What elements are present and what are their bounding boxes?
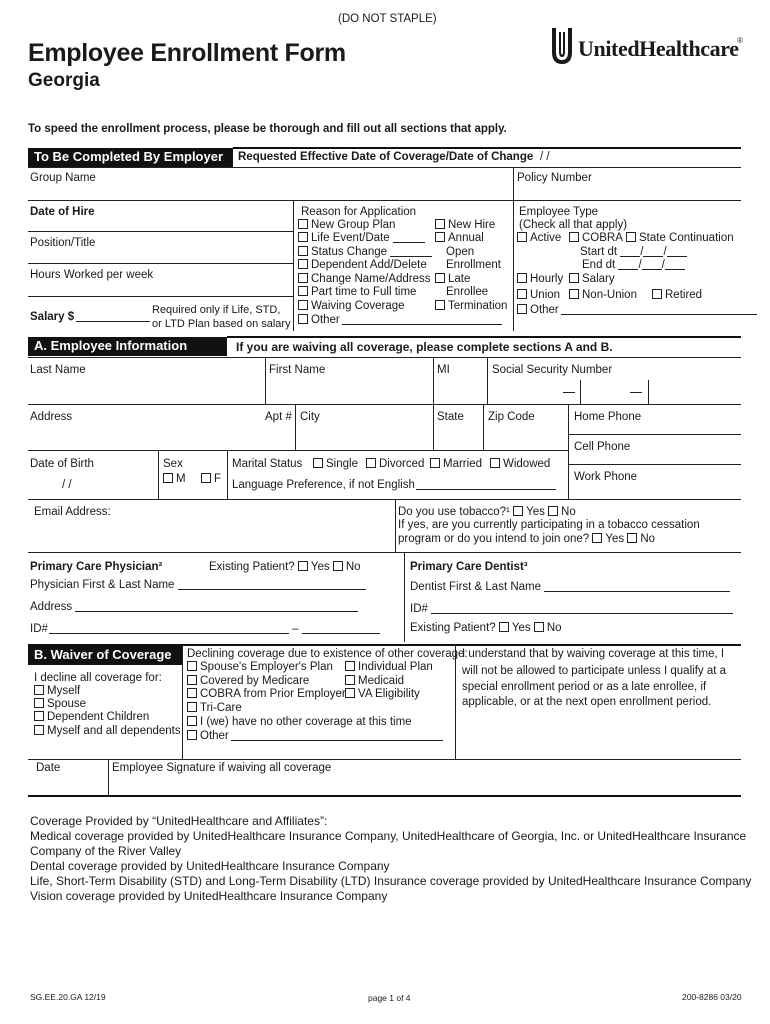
checkbox-icon bbox=[187, 702, 197, 712]
sex-label: Sex bbox=[163, 458, 183, 470]
checkbox-icon[interactable] bbox=[627, 533, 637, 543]
checkbox-icon bbox=[298, 273, 308, 283]
reason-late-enrollee[interactable]: Late bbox=[435, 273, 470, 286]
checkbox-icon bbox=[569, 289, 579, 299]
dentist-existing-patient: Existing Patient? Yes No bbox=[410, 622, 562, 634]
checkbox-icon bbox=[345, 661, 355, 671]
tobacco-cessation-2: program or do you intend to join one? Yes No bbox=[398, 533, 656, 545]
pcp-title: Primary Care Physician² bbox=[30, 561, 163, 573]
reason-waiving-coverage[interactable]: Waiving Coverage bbox=[298, 300, 405, 313]
ssn-dash-1 bbox=[563, 392, 575, 393]
other-cov-other[interactable]: Other bbox=[187, 730, 443, 743]
group-name-label: Group Name bbox=[30, 172, 96, 184]
effective-date-label: Requested Effective Date of Coverage/Date of Change bbox=[238, 151, 534, 163]
checkbox-icon[interactable] bbox=[534, 622, 544, 632]
signature-label: Employee Signature if waiving all coverage bbox=[112, 762, 332, 774]
footer-form-code: SG.EE.20.GA 12/19 bbox=[30, 992, 106, 1002]
salary-input[interactable] bbox=[76, 311, 150, 322]
checkbox-icon bbox=[313, 458, 323, 468]
other-cov-medicare[interactable]: Covered by Medicare bbox=[187, 675, 309, 688]
coverage-line-2: Medical coverage provided by UnitedHealthcare Insurance Company, UnitedHealthcare of Georgia, Inc. or UnitedHealthcare Insurance bbox=[30, 829, 747, 843]
checkbox-icon[interactable] bbox=[298, 561, 308, 571]
reason-new-group-plan[interactable]: New Group Plan bbox=[298, 219, 395, 232]
intro-instructions: To speed the enrollment process, please be thorough and fill out all sections that apply. bbox=[28, 123, 507, 135]
ssn-label: Social Security Number bbox=[492, 364, 613, 376]
checkbox-icon[interactable] bbox=[499, 622, 509, 632]
reason-enrollment-label: Enrollment bbox=[446, 259, 501, 271]
checkbox-icon bbox=[34, 698, 44, 708]
salary-label: Salary $ bbox=[30, 311, 75, 323]
checkbox-icon bbox=[517, 273, 527, 283]
date-label: Date bbox=[36, 762, 61, 774]
dentist-title: Primary Care Dentist³ bbox=[410, 561, 528, 573]
decline-spouse[interactable]: Spouse bbox=[34, 698, 86, 711]
checkbox-icon bbox=[298, 259, 308, 269]
checkbox-icon bbox=[298, 232, 308, 242]
logo-registered-mark: ® bbox=[737, 36, 743, 45]
home-phone-label: Home Phone bbox=[574, 411, 642, 423]
sex-male[interactable]: M bbox=[163, 473, 186, 486]
other-cov-individual-plan[interactable]: Individual Plan bbox=[345, 661, 433, 674]
salary-note-1: Required only if Life, STD, bbox=[152, 304, 281, 316]
checkbox-icon bbox=[490, 458, 500, 468]
checkbox-icon bbox=[517, 304, 527, 314]
decline-intro: I decline all coverage for: bbox=[34, 672, 162, 684]
type-union[interactable]: Union bbox=[517, 289, 560, 302]
checkbox-icon bbox=[187, 675, 197, 685]
reason-open-label: Open bbox=[446, 246, 475, 258]
marital-single[interactable]: Single bbox=[313, 458, 358, 471]
marital-widowed[interactable]: Widowed bbox=[490, 458, 550, 471]
understand-line-2: will not be allowed to participate unless I qualify at a bbox=[462, 665, 727, 677]
checkbox-icon bbox=[187, 716, 197, 726]
work-phone-label: Work Phone bbox=[574, 471, 638, 483]
decline-dependent-children[interactable]: Dependent Children bbox=[34, 711, 149, 724]
email-label: Email Address: bbox=[34, 506, 111, 518]
checkbox-icon bbox=[517, 232, 527, 242]
pcp-id-field[interactable]: ID# – bbox=[30, 623, 380, 636]
address-label: Address bbox=[30, 411, 73, 423]
coverage-line-3: Company of the River Valley bbox=[30, 844, 182, 858]
do-not-staple-note: (DO NOT STAPLE) bbox=[338, 13, 437, 25]
employee-type-sub: (Check all that apply) bbox=[519, 219, 628, 231]
salary-note-2: or LTD Plan based on salary bbox=[152, 318, 291, 330]
coverage-line-5: Life, Short-Term Disability (STD) and Long-Term Disability (LTD) Insurance coverage provided by UnitedHealthcare Insurance Company bbox=[30, 874, 752, 888]
pcp-existing-patient: Existing Patient? Yes No bbox=[209, 561, 361, 573]
section-a-bar: A. Employee Information bbox=[28, 337, 227, 356]
type-retired[interactable]: Retired bbox=[652, 289, 702, 302]
type-state-continuation[interactable]: State Continuation bbox=[626, 232, 734, 245]
marital-divorced[interactable]: Divorced bbox=[366, 458, 424, 471]
checkbox-icon bbox=[298, 246, 308, 256]
cell-phone-label: Cell Phone bbox=[574, 441, 631, 453]
checkbox-icon bbox=[298, 219, 308, 229]
type-salary[interactable]: Salary bbox=[569, 273, 615, 286]
marital-married[interactable]: Married bbox=[430, 458, 482, 471]
coverage-block bbox=[30, 814, 751, 904]
type-active[interactable]: Active bbox=[517, 232, 561, 245]
tobacco-question: Do you use tobacco?¹ Yes No bbox=[398, 506, 576, 518]
checkbox-icon bbox=[34, 725, 44, 735]
city-label: City bbox=[300, 411, 320, 423]
sex-female[interactable]: F bbox=[201, 473, 221, 486]
checkbox-icon bbox=[430, 458, 440, 468]
checkbox-icon[interactable] bbox=[333, 561, 343, 571]
checkbox-icon bbox=[298, 300, 308, 310]
language-preference[interactable]: Language Preference, if not English bbox=[232, 479, 556, 492]
checkbox-icon bbox=[435, 232, 445, 242]
checkbox-icon bbox=[187, 661, 197, 671]
reason-title: Reason for Application bbox=[301, 206, 417, 218]
reason-termination[interactable]: Termination bbox=[435, 300, 507, 313]
page-title: Employee Enrollment Form bbox=[28, 39, 346, 67]
reason-dependent-add-delete[interactable]: Dependent Add/Delete bbox=[298, 259, 427, 272]
checkbox-icon bbox=[626, 232, 636, 242]
waiving-note: If you are waiving all coverage, please complete sections A and B. bbox=[236, 340, 613, 354]
mi-label: MI bbox=[437, 364, 450, 376]
footer-page-number: page 1 of 4 bbox=[368, 993, 411, 1003]
reason-annual-open-enrollment[interactable]: Annual bbox=[435, 232, 484, 245]
other-cov-spouse-plan[interactable]: Spouse's Employer's Plan bbox=[187, 661, 333, 674]
checkbox-icon bbox=[569, 232, 579, 242]
reason-status-change[interactable]: Status Change bbox=[298, 246, 432, 259]
coverage-line-1: Coverage Provided by “UnitedHealthcare and Affiliates”: bbox=[30, 814, 328, 828]
reason-life-event[interactable]: Life Event/Date bbox=[298, 232, 425, 245]
checkbox-icon bbox=[345, 675, 355, 685]
checkbox-icon bbox=[435, 300, 445, 310]
checkbox-icon bbox=[201, 473, 211, 483]
hours-worked-label: Hours Worked per week bbox=[30, 269, 154, 281]
zip-label: Zip Code bbox=[488, 411, 535, 423]
reason-change-name-address[interactable]: Change Name/Address bbox=[298, 273, 431, 286]
checkbox-icon bbox=[366, 458, 376, 468]
policy-number-label: Policy Number bbox=[517, 172, 592, 184]
effective-date-field[interactable]: / / bbox=[540, 151, 550, 163]
dentist-id-field[interactable]: ID# bbox=[410, 603, 733, 616]
pcp-address-field[interactable]: Address bbox=[30, 601, 358, 614]
coverage-line-6: Vision coverage provided by UnitedHealthcare Insurance Company bbox=[30, 889, 388, 903]
understand-line-1: I understand that by waiving coverage at this time, I bbox=[462, 648, 725, 660]
reason-other[interactable]: Other bbox=[298, 314, 502, 327]
understand-line-4: applicable, or at the next open enrollment period. bbox=[462, 696, 712, 708]
reason-new-hire[interactable]: New Hire bbox=[435, 219, 495, 232]
checkbox-icon bbox=[298, 286, 308, 296]
dob-label: Date of Birth bbox=[30, 458, 94, 470]
last-name-label: Last Name bbox=[30, 364, 86, 376]
first-name-label: First Name bbox=[269, 364, 326, 376]
checkbox-icon bbox=[187, 730, 197, 740]
marital-status-label: Marital Status bbox=[232, 458, 303, 470]
physician-name-field[interactable]: Physician First & Last Name bbox=[30, 579, 366, 592]
understand-line-3: special enrollment period or as a late enrollee, if bbox=[462, 681, 707, 693]
type-non-union[interactable]: Non-Union bbox=[569, 289, 637, 302]
state-label: State bbox=[437, 411, 464, 423]
state-subtitle: Georgia bbox=[28, 70, 100, 91]
position-title-label: Position/Title bbox=[30, 237, 96, 249]
checkbox-icon[interactable] bbox=[513, 506, 523, 516]
checkbox-icon bbox=[298, 314, 308, 324]
reason-enrollee-label: Enrollee bbox=[446, 286, 489, 298]
other-cov-none[interactable]: I (we) have no other coverage at this time bbox=[187, 716, 412, 729]
start-date-field[interactable]: Start dt / / bbox=[580, 246, 687, 259]
type-hourly[interactable]: Hourly bbox=[517, 273, 563, 286]
footer-revision-code: 200-8286 03/20 bbox=[682, 992, 742, 1002]
end-date-field[interactable]: End dt / / bbox=[582, 259, 685, 272]
section-b-bar: B. Waiver of Coverage bbox=[28, 646, 182, 665]
decline-myself-and-dependents[interactable]: Myself and all dependents bbox=[34, 725, 181, 738]
checkbox-icon[interactable] bbox=[592, 533, 602, 543]
other-cov-tricare[interactable]: Tri-Care bbox=[187, 702, 242, 715]
checkbox-icon bbox=[569, 273, 579, 283]
type-cobra[interactable]: COBRA bbox=[569, 232, 623, 245]
other-cov-cobra[interactable]: COBRA from Prior Employer bbox=[187, 688, 346, 701]
dentist-name-field[interactable]: Dentist First & Last Name bbox=[410, 581, 730, 594]
checkbox-icon[interactable] bbox=[548, 506, 558, 516]
apt-label: Apt # bbox=[265, 411, 292, 423]
checkbox-icon bbox=[163, 473, 173, 483]
checkbox-icon bbox=[34, 685, 44, 695]
uhc-logo-mark-icon bbox=[549, 26, 575, 66]
checkbox-icon bbox=[435, 273, 445, 283]
ssn-dash-2 bbox=[630, 392, 642, 393]
employee-type-title: Employee Type bbox=[519, 206, 599, 218]
type-other[interactable]: Other bbox=[517, 304, 757, 317]
checkbox-icon bbox=[517, 289, 527, 299]
employer-section-bar: To Be Completed By Employer bbox=[28, 148, 233, 167]
decline-myself[interactable]: Myself bbox=[34, 685, 80, 698]
reason-part-to-full-time[interactable]: Part time to Full time bbox=[298, 286, 416, 299]
declining-title: Declining coverage due to existence of other coverage: bbox=[187, 648, 468, 660]
date-of-hire-label: Date of Hire bbox=[30, 206, 95, 218]
checkbox-icon bbox=[187, 688, 197, 698]
checkbox-icon bbox=[34, 711, 44, 721]
other-cov-va[interactable]: VA Eligibility bbox=[345, 688, 420, 701]
other-cov-medicaid[interactable]: Medicaid bbox=[345, 675, 404, 688]
coverage-line-4: Dental coverage provided by UnitedHealthcare Insurance Company bbox=[30, 859, 390, 873]
tobacco-cessation-1: If yes, are you currently participating in a tobacco cessation bbox=[398, 519, 700, 531]
logo-wordmark: UnitedHealthcare bbox=[578, 36, 739, 61]
checkbox-icon bbox=[435, 219, 445, 229]
dob-field[interactable]: / / bbox=[62, 479, 72, 491]
checkbox-icon bbox=[345, 688, 355, 698]
checkbox-icon bbox=[652, 289, 662, 299]
